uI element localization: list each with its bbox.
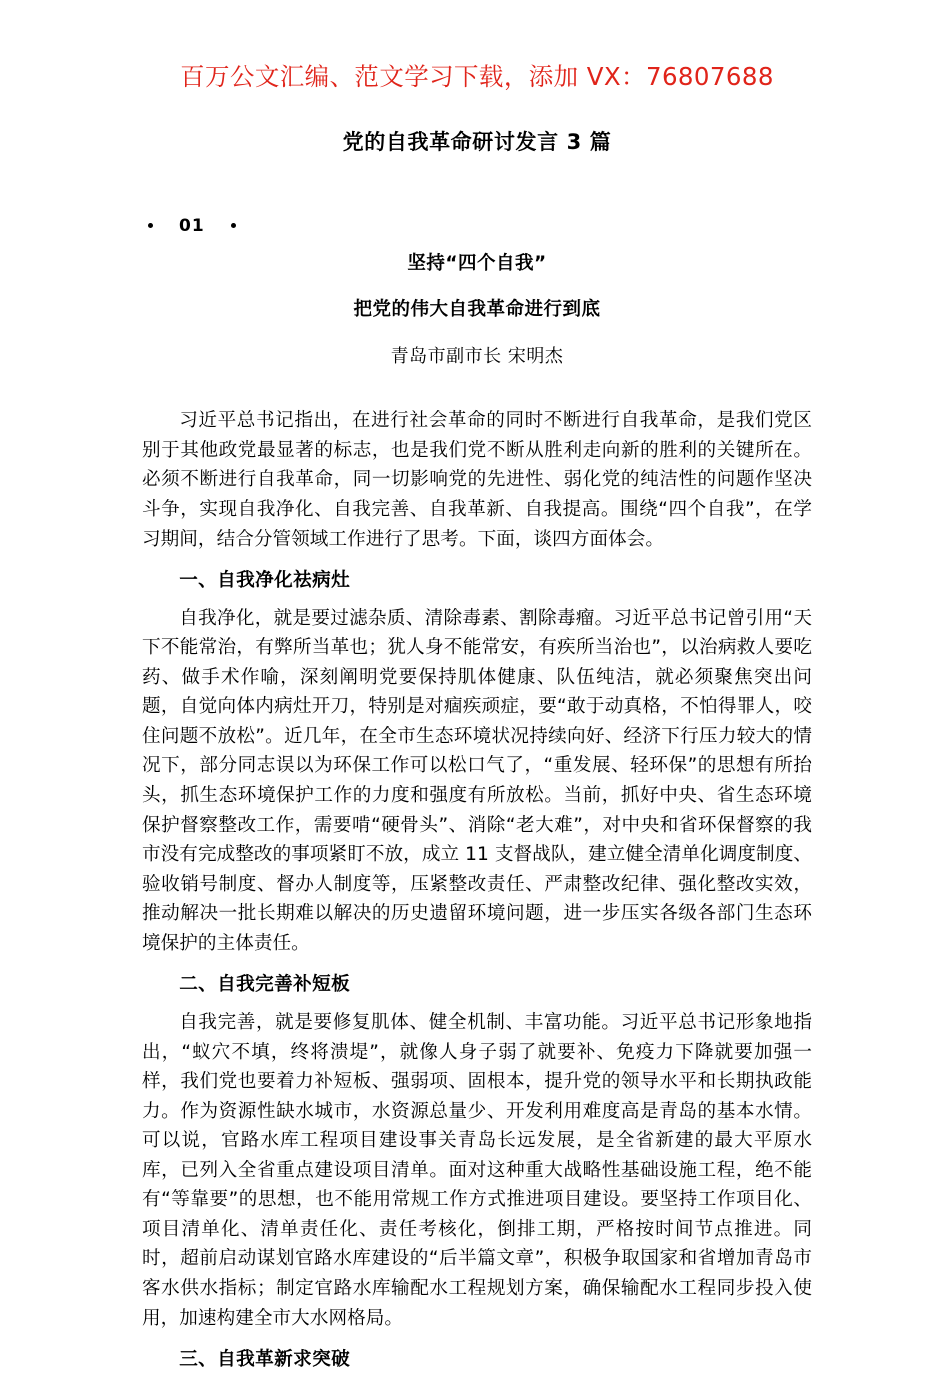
intro-paragraph: 习近平总书记指出，在进行社会革命的同时不断进行自我革命，是我们党区别于其他政党最显著的标志，也是我们党不断从胜利走向新的胜利的关键所在。必须不断进行自我革命，同一切影响党的先进性、弱化党的纯洁性的问题作坚决斗争，实现自我净化、自我完善、自我革新、自我提高。围绕“四个自我”，在学习期间，结合分管领域工作进行了思考。下面，谈四方面体会。: [142, 410, 812, 550]
entry-number-row: [142, 216, 812, 236]
entry-number: 01: [179, 215, 205, 236]
page-content: [142, 0, 812, 1375]
section-paragraph-1: 自我净化，就是要过滤杂质、清除毒素、割除毒瘤。习近平总书记曾引用“天下不能常治，有弊所当革也；犹人身不能常安，有疾所当治也”，以治病救人要吃药、做手术作喻，深刻阐明党要保持肌体健康、队伍纯洁，就必须聚焦突出问题，自觉向体内病灶开刀，特别是对痼疾顽症，要“敢于动真格，不怕得罪人，咬住问题不放松”。近几年，在全市生态环境状况持续向好、经济下行压力较大的情况下，部分同志误以为环保工作可以松口气了，“重发展、轻环保”的思想有所抬头，抓生态环境保护工作的力度和强度有所放松。当前，抓好中央、省生态环境保护督察整改工作，需要啃“硬骨头”、消除“老大难”，对中央和省环保督察的我市没有完成整改的事项紧盯不放，成立 11 支督战队，建立健全清单化调度制度、验收销号制度、督办人制度等，压紧整改责任、严肃整改纪律、强化整改实效，推动解决一批长期难以解决的历史遗留环境问题，进一步压实各级各部门生态环境保护的主体责任。: [142, 607, 812, 954]
section-heading-1: 一、自我净化祛病灶: [179, 570, 351, 592]
bullet-dot-left-icon: [148, 223, 153, 228]
section-heading-3: 三、自我革新求突破: [179, 1349, 351, 1371]
page-title: 党的自我革命研讨发言 3 篇: [342, 130, 612, 155]
entry-heading-line-2: 把党的伟大自我革命进行到底: [353, 298, 601, 320]
section-heading-2: 二、自我完善补短板: [179, 974, 351, 996]
section-paragraph-2: 自我完善，就是要修复肌体、健全机制、丰富功能。习近平总书记形象地指出，“蚁穴不填，终将溃堤”，就像人身子弱了就要补、免疫力下降就要加强一样，我们党也要着力补短板、强弱项、固根本，提升党的领导水平和长期执政能力。作为资源性缺水城市，水资源总量少、开发利用难度高是青岛的基本水情。可以说，官路水库工程项目建设事关青岛长远发展，是全省新建的最大平原水库，已列入全省重点建设项目清单。面对这种重大战略性基础设施工程，绝不能有“等靠要”的思想，也不能用常规工作方式推进项目建设。要坚持工作项目化、项目清单化、清单责任化、责任考核化，倒排工期，严格按时间节点推进。同时，超前启动谋划官路水库建设的“后半篇文章”，积极争取国家和省增加青岛市客水供水指标；制定官路水库输配水工程规划方案，确保输配水工程同步投入使用，加速构建全市大水网格局。: [142, 1011, 812, 1329]
author-byline: 青岛市副市长 宋明杰: [390, 346, 564, 368]
promo-banner: 百万公文汇编、范文学习下载，添加 VX：76807688: [180, 62, 774, 91]
bullet-dot-right-icon: [231, 223, 236, 228]
entry-heading-line-1: 坚持“四个自我”: [407, 252, 547, 274]
